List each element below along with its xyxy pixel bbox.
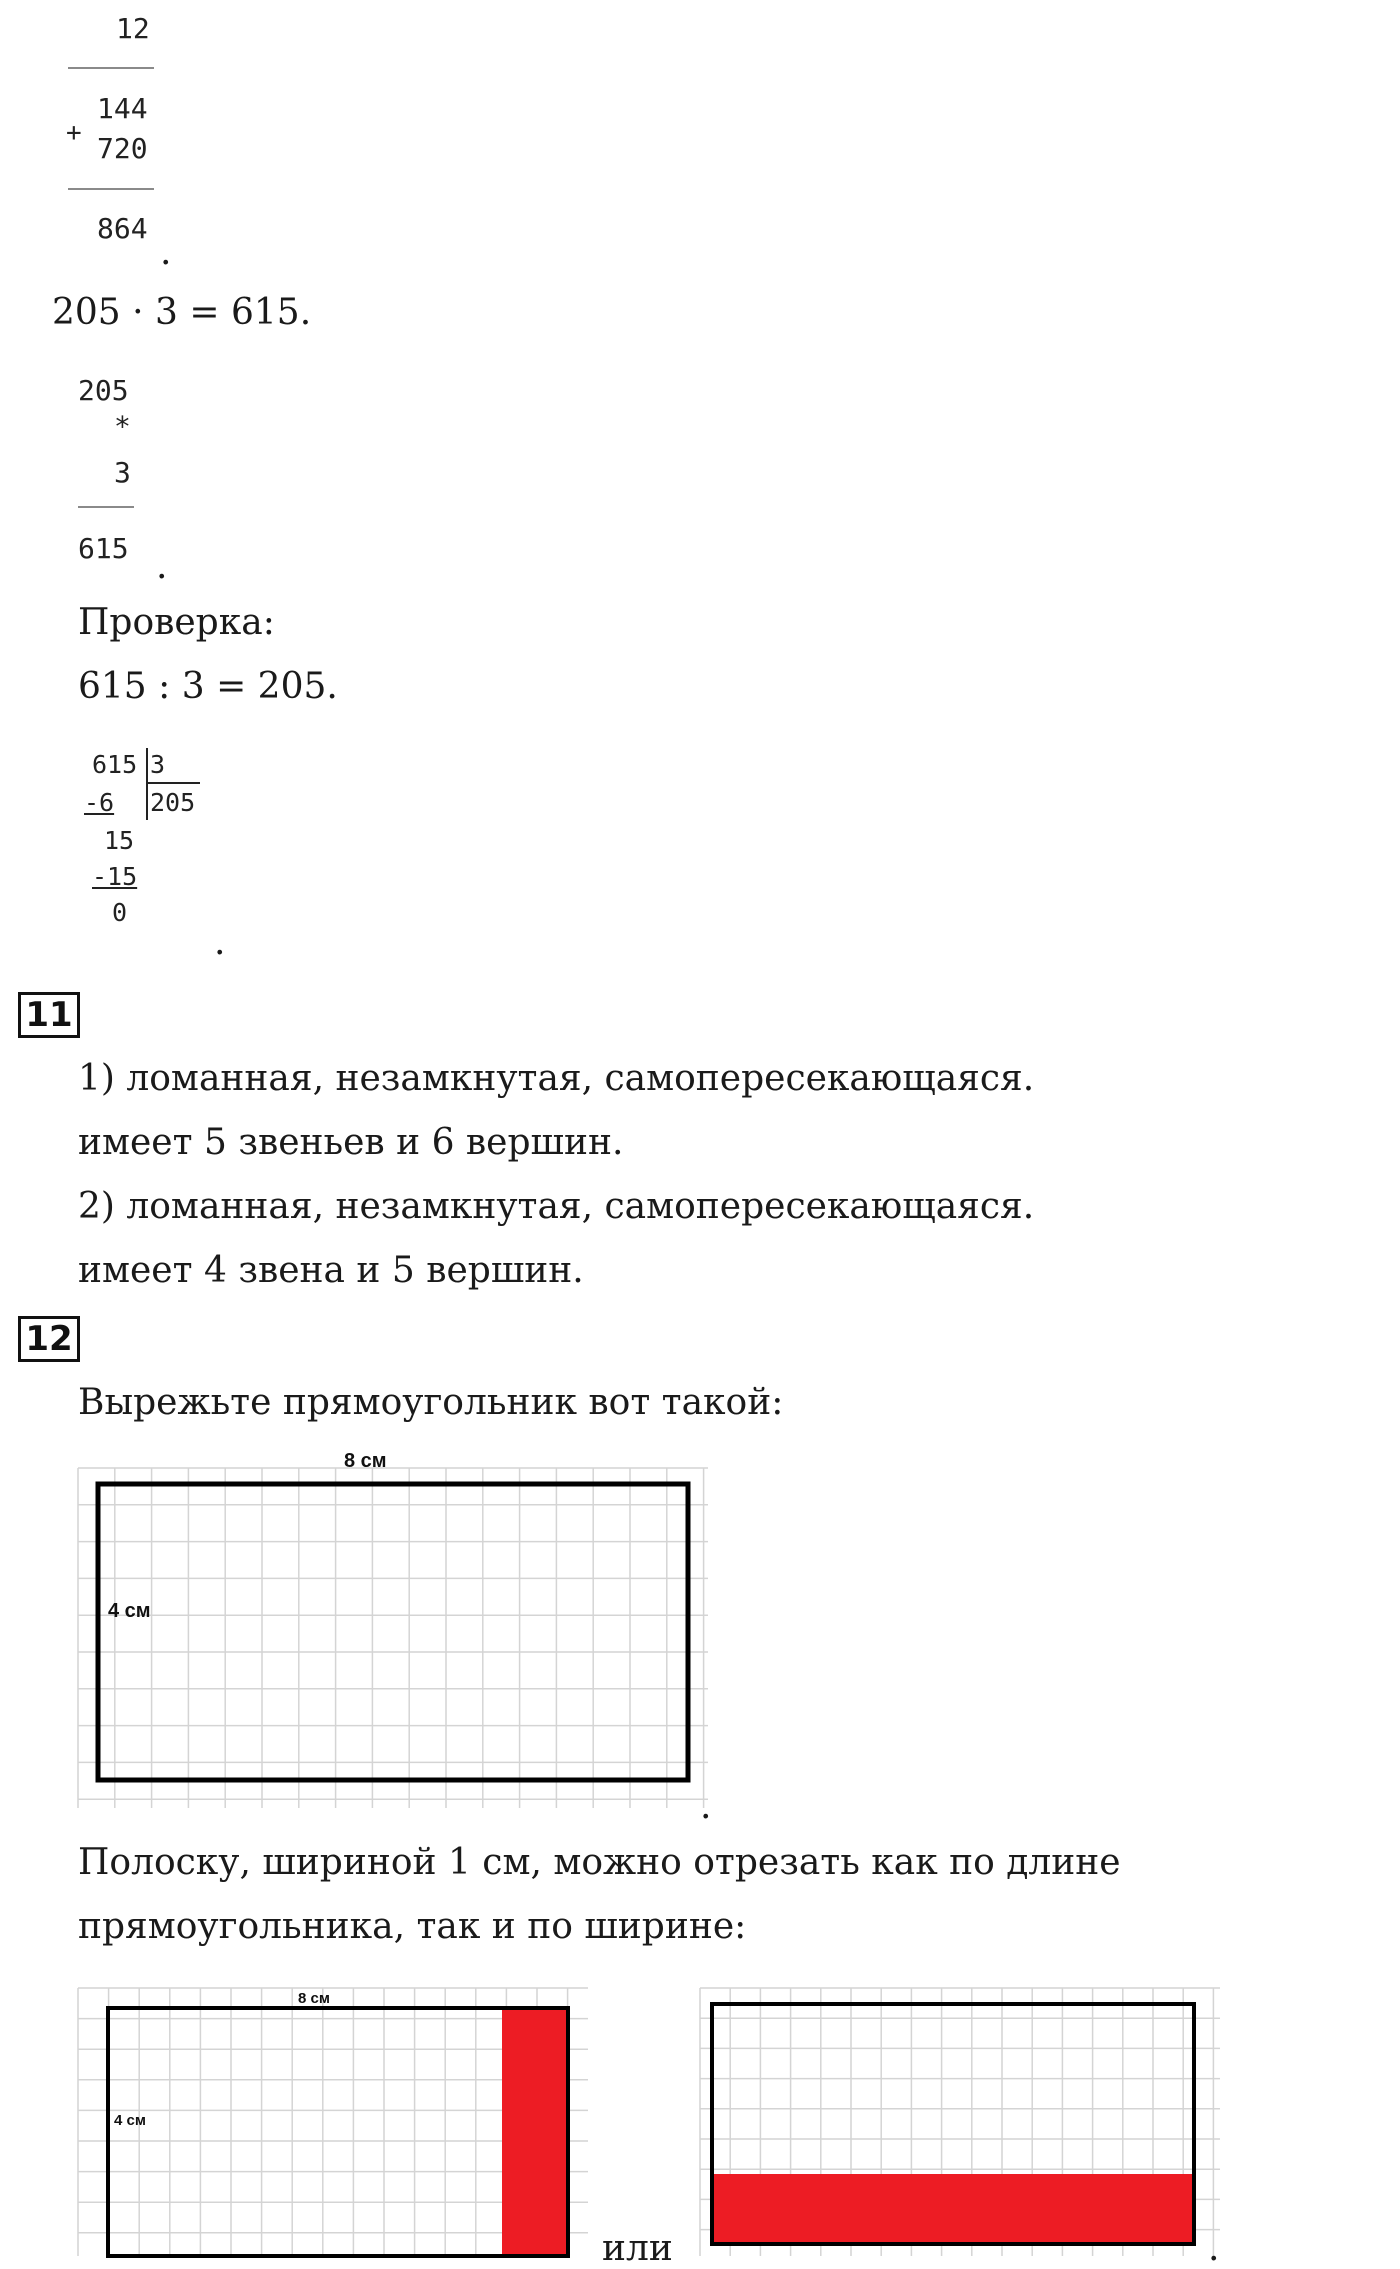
task11-line-1: 1) ломанная, незамкнутая, самопересекающаяся. [78, 1058, 1035, 1099]
task11-line-4: имеет 4 звена и 5 вершин. [78, 1250, 584, 1291]
multiplication-sign: * [114, 410, 131, 443]
addition-line-2 [68, 188, 154, 190]
rectangle-outline [108, 2008, 568, 2256]
check-label: Проверка: [78, 602, 275, 643]
strip-text-line-1: Полоску, шириной 1 см, можно отрезать как по длине [78, 1842, 1121, 1883]
trailing-dot: . [214, 922, 226, 963]
quotient: 205 [150, 788, 196, 817]
subtraction-2: -15 [92, 862, 138, 891]
equation-multiplication: 205 · 3 = 615. [52, 292, 312, 333]
task-number-11: 11 [18, 992, 80, 1038]
dividend: 615 [92, 750, 138, 779]
equation-division: 615 : 3 = 205. [78, 666, 338, 707]
task12-intro: Вырежьте прямоугольник вот такой: [78, 1382, 784, 1423]
subtraction-1: -6 [84, 788, 115, 817]
addition-line-1 [68, 67, 154, 69]
divisor: 3 [150, 750, 166, 779]
task-number-12: 12 [18, 1316, 80, 1362]
addition-result: 864 [97, 212, 148, 245]
trailing-dot: . [156, 546, 168, 587]
or-text: или [602, 2228, 673, 2269]
addition-top-number: 12 [116, 12, 150, 45]
multiplication-bottom-number: 3 [114, 456, 131, 489]
addition-row-1: 144 [97, 92, 148, 125]
trailing-dot: . [160, 232, 172, 273]
plus-sign: + [66, 118, 82, 148]
width-label: 8 см [298, 1990, 330, 2007]
rectangle-figure-3 [700, 1988, 1220, 2260]
multiplication-line [78, 506, 134, 508]
width-label: 8 см [344, 1450, 387, 1472]
rectangle-figure-2 [78, 1988, 588, 2260]
trailing-dot: . [1208, 2228, 1220, 2269]
cut-strip-horizontal [712, 2174, 1194, 2244]
height-label: 4 см [114, 2112, 146, 2129]
height-label: 4 см [108, 1600, 151, 1622]
remainder-1: 15 [104, 826, 135, 855]
division-horizontal-bar [146, 782, 200, 784]
multiplication-top-number: 205 [78, 374, 129, 407]
rectangle-outline [98, 1484, 688, 1780]
task11-line-3: 2) ломанная, незамкнутая, самопересекающаяся. [78, 1186, 1035, 1227]
division-vertical-bar [146, 748, 148, 820]
trailing-dot: . [700, 1786, 712, 1827]
task11-line-2: имеет 5 звеньев и 6 вершин. [78, 1122, 624, 1163]
remainder-2: 0 [112, 898, 128, 927]
grid-lines [78, 1468, 708, 1808]
cut-strip-vertical [502, 2008, 568, 2256]
rectangle-figure-1 [78, 1468, 708, 1818]
addition-row-2: 720 [97, 132, 148, 165]
multiplication-result: 615 [78, 532, 129, 565]
strip-text-line-2: прямоугольника, так и по ширине: [78, 1906, 747, 1947]
